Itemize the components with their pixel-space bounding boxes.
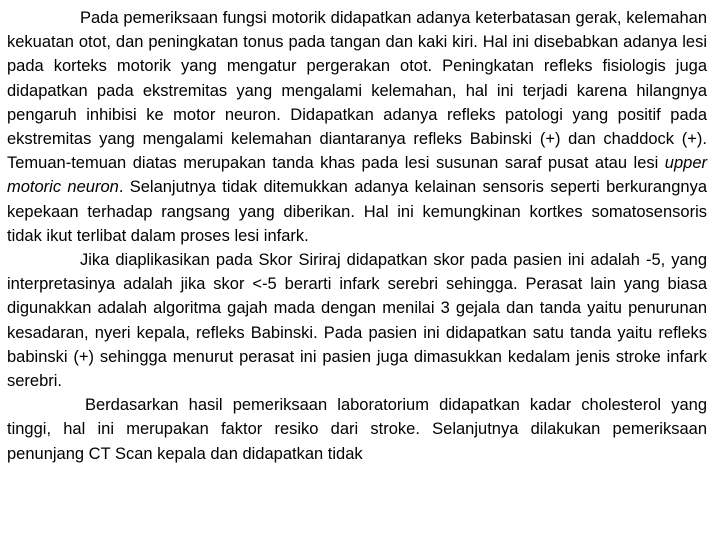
paragraph-1-italic-term: upper motoric neuron: [7, 154, 707, 197]
paragraph-laboratory: [7, 393, 707, 466]
document-page: [7, 6, 707, 466]
paragraph-3-text: Berdasarkan hasil pemeriksaan laboratorium didapatkan kadar cholesterol yang tinggi, hal ini merupakan faktor resiko dari stroke. Selanjutnya dilakukan pemeriksaan penunjang CT Scan kepala dan didapatkan tidak: [7, 396, 707, 463]
paragraph-2-text: Jika diaplikasikan pada Skor Siriraj didapatkan skor pada pasien ini adalah -5, yang interpretasinya adalah jika skor <-5 berarti infark serebri sehingga. Perasat lain yang biasa digunakkan adalah algoritma gajah mada dengan menilai 3 gejala dan tanda yaitu penurunan kesadaran, nyeri kepala, refleks Babinski. Pada pasien ini didapatkan satu tanda yaitu refleks babinski (+) sehingga menurut perasat ini pasien juga dimasukkan kedalam jenis stroke infark serebri.: [7, 251, 707, 391]
paragraph-1-text-after: . Selanjutnya tidak ditemukkan adanya kelainan sensoris seperti berkurangnya kepekaan terhadap rangsang yang diberikan. Hal ini kemungkinan kortkes somatosensoris tidak ikut terlibat dalam proses lesi infark.: [7, 178, 707, 245]
paragraph-motoric-findings: [7, 6, 707, 248]
paragraph-siriraj-score: [7, 248, 707, 393]
paragraph-1-text: Pada pemeriksaan fungsi motorik didapatkan adanya keterbatasan gerak, kelemahan kekuatan otot, dan peningkatan tonus pada tangan dan kaki kiri. Hal ini disebabkan adanya lesi pada korteks motorik yang mengatur pergerakan otot. Peningkatan refleks fisiologis juga didapatkan pada ekstremitas yang mengalami kelemahan, hal ini terjadi karena hilangnya pengaruh inhibisi ke motor neuron. Didapatkan adanya refleks patologi yang positif pada ekstremitas yang mengalami kelemahan diantaranya refleks Babinski (+) dan chaddock (+). Temuan-temuan diatas merupakan tanda khas pada lesi susunan saraf pusat atau lesi: [7, 9, 707, 173]
